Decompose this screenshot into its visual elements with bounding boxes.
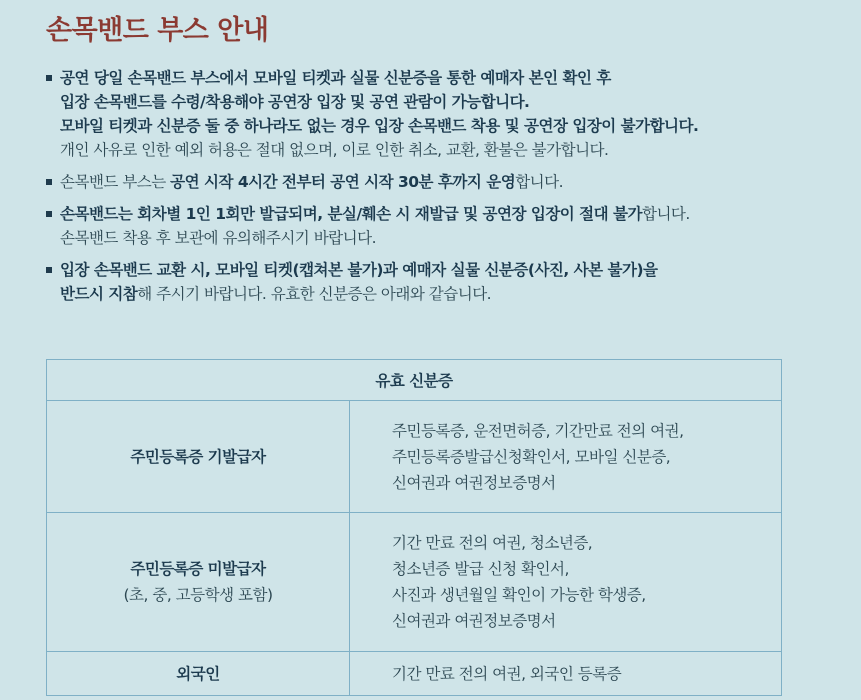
square-bullet-icon (46, 179, 52, 185)
notice-line (60, 114, 834, 138)
category-label: 주민등록증 기발급자 (130, 447, 266, 466)
notice-text: 입장 손목밴드 교환 시, 모바일 티켓(캡쳐본 불가)과 예매자 실물 신분증(사진, 사본 불가)을 (60, 261, 658, 279)
square-bullet-icon (46, 267, 52, 273)
notice-list (44, 66, 834, 314)
notice-item (44, 258, 834, 306)
notice-line (60, 202, 834, 226)
table-row (47, 513, 782, 652)
notice-item (44, 66, 834, 162)
square-bullet-icon (46, 211, 52, 217)
document-line: 청소년증 발급 신청 확인서, (392, 560, 569, 578)
notice-item (44, 202, 834, 250)
notice-text: 합니다. (515, 173, 564, 191)
category-cell (47, 652, 350, 696)
square-bullet-icon (46, 75, 52, 81)
document-line: 기간 만료 전의 여권, 외국인 등록증 (392, 664, 622, 683)
notice-text: 해 주시기 바랍니다. 유효한 신분증은 아래와 같습니다. (137, 285, 492, 303)
table-header: 유효 신분증 (47, 360, 782, 401)
page-title: 손목밴드 부스 안내 (46, 15, 269, 46)
notice-text: 반드시 지참 (60, 285, 138, 303)
documents-cell (350, 401, 782, 513)
document-line: 기간 만료 전의 여권, 청소년증, (392, 534, 593, 552)
notice-text: 손목밴드는 회차별 1인 1회만 발급되며, 분실/훼손 시 재발급 및 공연장 입장이 절대 불가 (60, 205, 642, 223)
documents-cell (350, 513, 782, 652)
notice-line (60, 282, 834, 306)
document-line: 신여권과 여권정보증명서 (392, 473, 556, 492)
notice-text: 공연 당일 손목밴드 부스에서 모바일 티켓과 실물 신분증을 통한 예매자 본인 확인 후 (60, 69, 611, 87)
category-cell (47, 513, 350, 652)
document-line: 주민등록증발급신청확인서, 모바일 신분증, (392, 447, 671, 466)
notice-text: 합니다. (641, 205, 690, 223)
documents-cell (350, 652, 782, 696)
table-row (47, 401, 782, 513)
document-line: 주민등록증, 운전면허증, 기간만료 전의 여권, (392, 421, 684, 440)
category-note: (초, 중, 고등학생 포함) (123, 586, 273, 604)
category-cell (47, 401, 350, 513)
notice-text: 모바일 티켓과 신분증 둘 중 하나라도 없는 경우 입장 손목밴드 착용 및 공연장 입장이 불가합니다. (60, 117, 699, 135)
notice-text: 손목밴드 착용 후 보관에 유의해주시기 바랍니다. (60, 229, 377, 247)
notice-item (44, 170, 834, 194)
table-row (47, 652, 782, 696)
notice-line (60, 226, 834, 250)
document-line: 사진과 생년월일 확인이 가능한 학생증, (392, 586, 646, 604)
notice-line (60, 258, 834, 282)
valid-id-table (46, 359, 782, 696)
notice-text: 손목밴드 부스는 (60, 173, 171, 191)
notice-text: 공연 시작 4시간 전부터 공연 시작 30분 후까지 운영 (170, 173, 516, 191)
notice-line (60, 90, 834, 114)
category-label: 외국인 (176, 664, 220, 683)
notice-line (60, 170, 834, 194)
notice-line (60, 138, 834, 162)
document-line: 신여권과 여권정보증명서 (392, 612, 556, 630)
notice-text: 개인 사유로 인한 예외 허용은 절대 없으며, 이로 인한 취소, 교환, 환불은 불가합니다. (60, 141, 609, 159)
notice-line (60, 66, 834, 90)
table-header-row (47, 360, 782, 401)
category-label: 주민등록증 미발급자 (130, 560, 266, 578)
notice-text: 입장 손목밴드를 수령/착용해야 공연장 입장 및 공연 관람이 가능합니다. (60, 93, 530, 111)
